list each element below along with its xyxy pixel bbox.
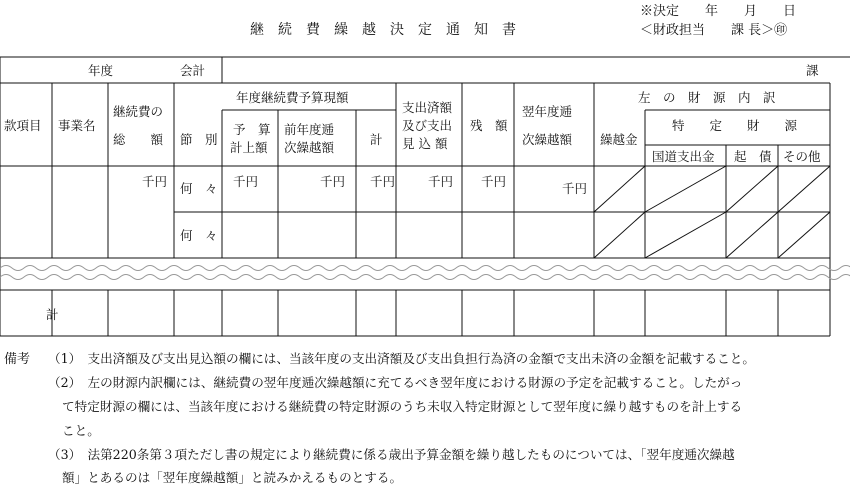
col-budget-amount-2: 計上額	[230, 140, 268, 155]
note-1: （1） 支出済額及び支出見込額の欄には、当該年度の支出済額及び支出負担行為済の金額で支出未済の金額を記載すること。	[48, 351, 755, 366]
col-next-2: 次繰越額	[522, 132, 573, 147]
col-budget: 年度継続費予算現額	[236, 90, 349, 105]
decision-date: ※決定 年 月 日	[640, 4, 797, 19]
unit-next: 千円	[562, 181, 588, 196]
col-next-1: 翌年度逓	[522, 104, 573, 119]
col-source: 左 の 財 源 内 訳	[638, 90, 776, 105]
row1-setsu: 何 々	[180, 181, 218, 196]
col-budget-amount-1: 予 算	[233, 122, 271, 137]
col-sum: 計	[370, 132, 383, 147]
col-expense-1: 支出済額	[402, 100, 453, 115]
col-special: 特 定 財 源	[672, 118, 798, 133]
note-2c: こと。	[62, 423, 100, 438]
sender-line: ＜財政担当 課 長＞㊞	[640, 23, 788, 38]
col-remain: 残 額	[470, 118, 508, 133]
unit-expense: 千円	[428, 174, 454, 189]
col-other: その他	[783, 149, 821, 164]
row2-setsu: 何 々	[180, 228, 218, 243]
unit-total: 千円	[142, 174, 168, 189]
col-total-2: 総 額	[113, 132, 164, 147]
col-prev-carry-1: 前年度逓	[284, 122, 335, 137]
col-setsu: 節 別	[180, 132, 218, 147]
unit-sum: 千円	[370, 174, 396, 189]
col-prev-carry-2: 次繰越額	[284, 140, 335, 155]
col-bond: 起 債	[734, 149, 772, 164]
col-national: 国道支出金	[652, 149, 715, 164]
col-expense-2: 及び支出	[402, 118, 453, 133]
notes-heading: 備考	[4, 352, 31, 367]
note-3b: 額」とあるのは「翌年度繰越額」と読みかえるものとする。	[62, 470, 403, 485]
total-label: 計	[46, 307, 59, 322]
note-3a: （3） 法第220条第３項ただし書の規定により継続費に係る歳出予算金額を繰り越したものについては、「翌年度逓次繰越	[48, 447, 735, 462]
document-title: 継続費繰越決定通知書	[250, 22, 530, 38]
account-label: 会計	[180, 63, 206, 78]
unit-prev-carry: 千円	[320, 174, 346, 189]
note-2b: て特定財源の欄には、当該年度における継続費の特定財源のうち未収入特定財源として翌年度に繰り越すものを計上する	[62, 399, 743, 414]
unit-budget-amount: 千円	[233, 174, 259, 189]
note-2a: （2） 左の財源内訳欄には、継続費の翌年度逓次繰越額に充てるべき翌年度における財源の予定を記載すること。したがっ	[48, 375, 743, 390]
col-item: 款項目	[4, 118, 42, 133]
col-expense-3: 見 込 額	[402, 136, 448, 151]
unit-remain: 千円	[481, 174, 507, 189]
col-total-1: 継続費の	[113, 104, 164, 119]
section-label: 課	[806, 63, 819, 78]
col-project: 事業名	[58, 118, 96, 133]
col-carry-fund: 繰越金	[600, 132, 638, 147]
fiscal-year-label: 年度	[88, 63, 114, 78]
